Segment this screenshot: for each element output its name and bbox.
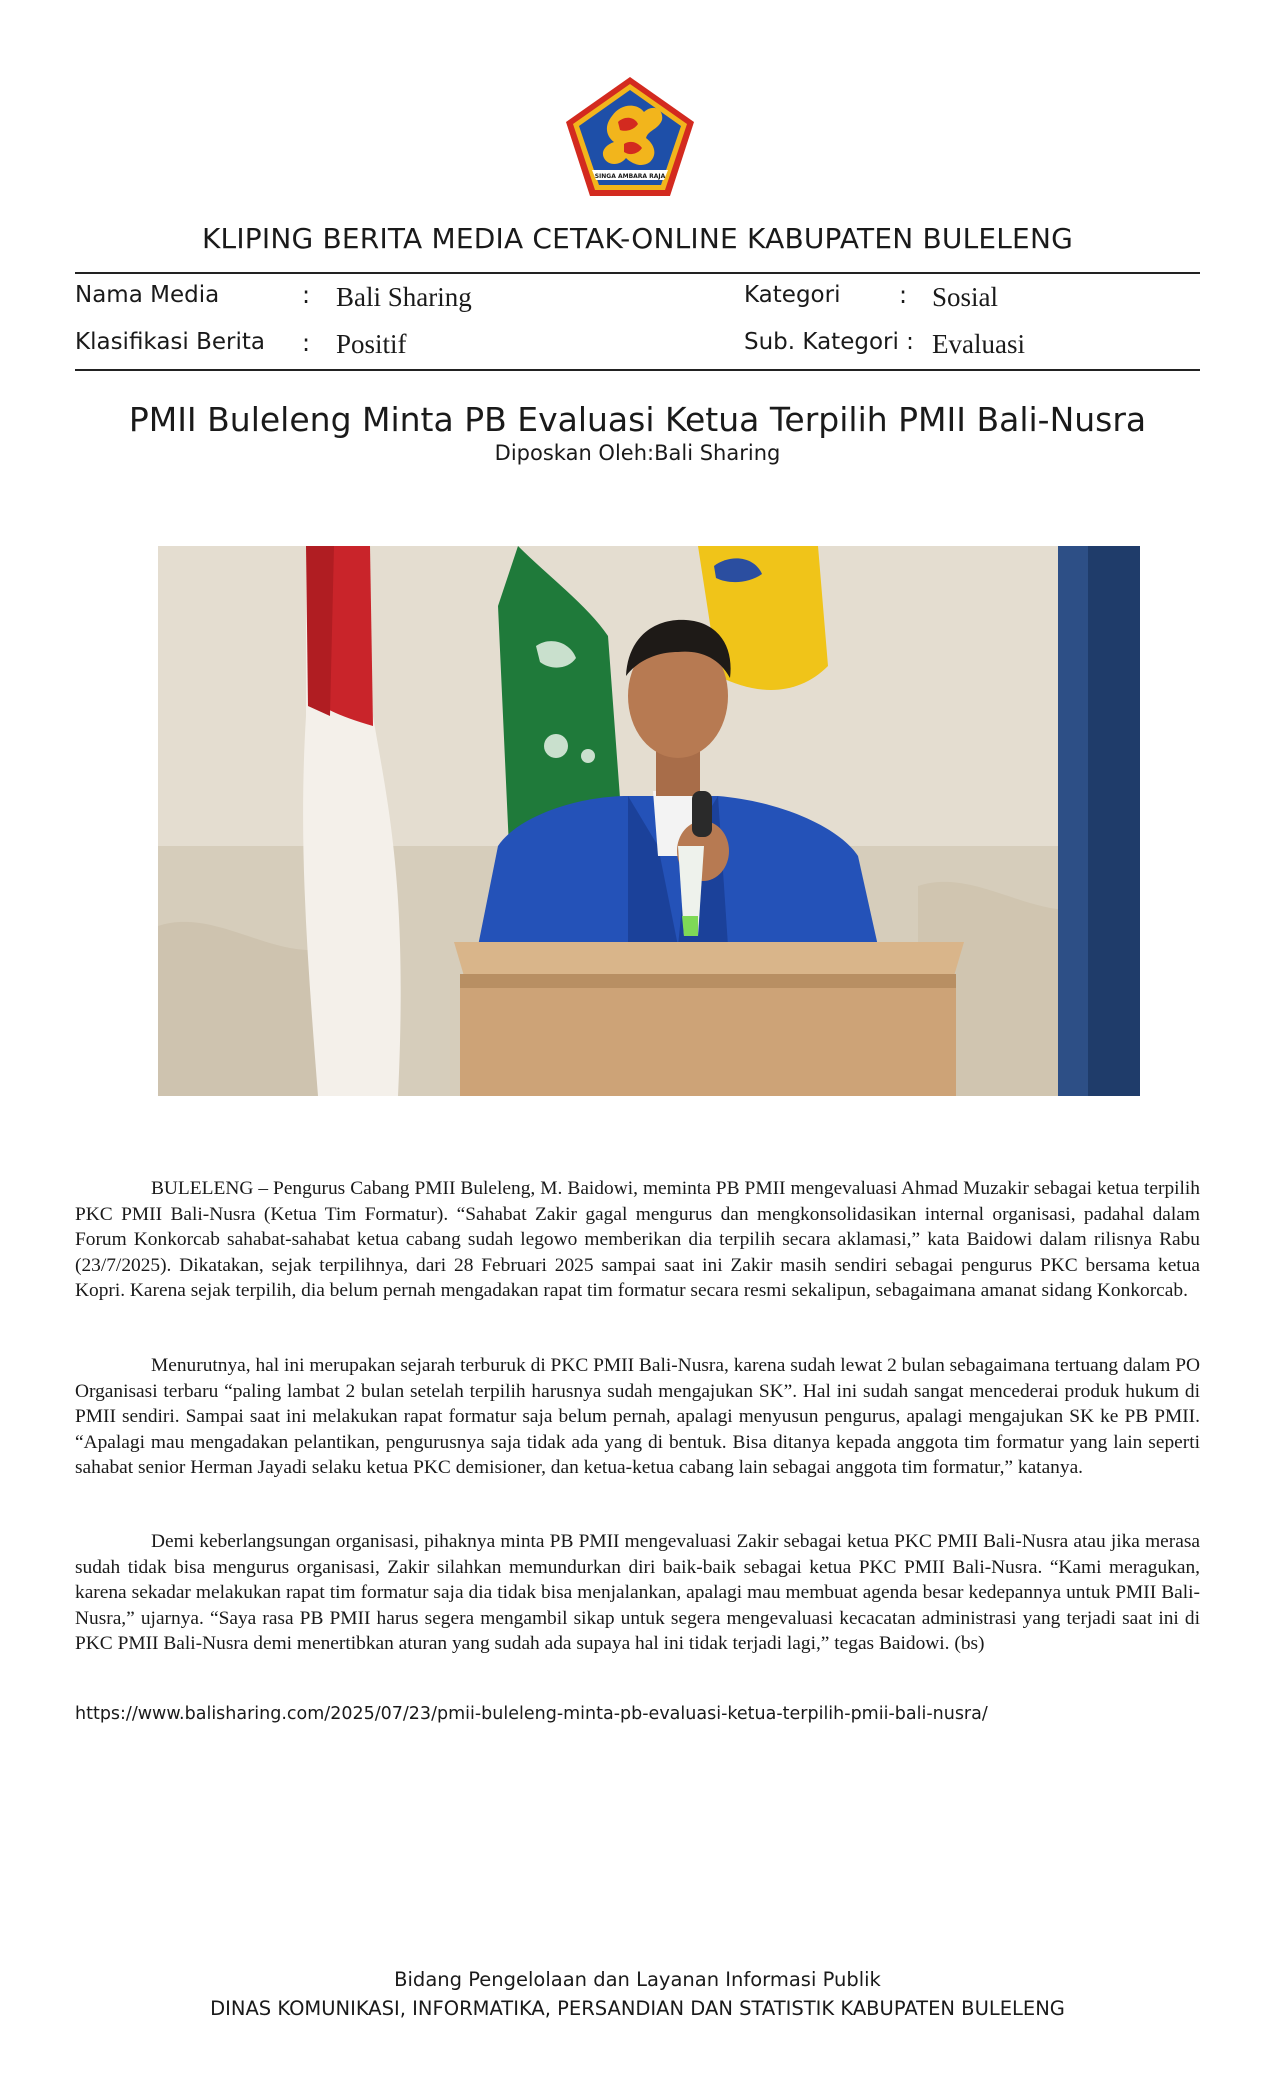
paragraph-1-text: BULELENG – Pengurus Cabang PMII Buleleng, M. Baidowi, meminta PB PMII mengevaluasi Ahmad Muzakir sebagai ketua terpilih PKC PMII Bali-Nusra (Ketua Tim Formatur). “Sahabat Zakir gagal mengurus dan mengkonsolidasikan internal organisasi, padahal dalam Forum Konkorcab sahabat-sahabat ketua cabang sudah legowo memberikan dia terpilih secara aklamasi,” kata Baidowi dalam rilisnya Rabu (23/7/2025). Dikatakan, sejak terpilihnya, dari 28 Februari 2025 sampai saat ini Zakir masih sendiri sebagai pengurus PKC bersama ketua Kopri. Karena sejak terpilih, dia belum pernah mengadakan rapat tim formatur secara resmi sekalipun, sebagaimana amanat sidang Konkorcab. xyxy=(75,1178,1200,1301)
footer-department: Bidang Pengelolaan dan Layanan Informasi Publik xyxy=(394,1968,881,1991)
nama-media-label: Nama Media xyxy=(75,282,220,308)
kategori-label: Kategori xyxy=(744,282,841,308)
nama-media-value: Bali Sharing xyxy=(336,282,472,312)
article-paragraph-2 xyxy=(75,1353,1200,1481)
kategori-colon: : xyxy=(899,281,908,309)
footer-agency: DINAS KOMUNIKASI, INFORMATIKA, PERSANDIAN DAN STATISTIK KABUPATEN BULELENG xyxy=(210,1997,1065,2020)
header-bottom-divider xyxy=(75,369,1200,371)
header-top-divider xyxy=(75,272,1200,274)
document-header-title: KLIPING BERITA MEDIA CETAK-ONLINE KABUPATEN BULELENG xyxy=(201,222,1073,255)
article-paragraph-1 xyxy=(75,1176,1200,1304)
sub-kategori-value: Evaluasi xyxy=(932,329,1025,359)
logo-motto-text: SINGA AMBARA RAJA xyxy=(594,173,666,180)
klasifikasi-berita-colon: : xyxy=(302,329,311,357)
article-byline: Diposkan Oleh:Bali Sharing xyxy=(494,441,781,465)
kategori-value: Sosial xyxy=(932,282,999,312)
klasifikasi-berita-value: Positif xyxy=(336,329,407,359)
article-paragraph-3 xyxy=(75,1529,1200,1657)
nama-media-colon: : xyxy=(302,281,311,309)
article-photo xyxy=(158,546,1140,1096)
paragraph-3-text: Demi keberlangsungan organisasi, pihaknya minta PB PMII mengevaluasi Zakir sebagai ketua PKC PMII Bali-Nusra atau jika merasa sudah tidak bisa mengurus organisasi, Zakir silahkan memundurkan diri baik-baik sebagai ketua PKC PMII Bali-Nusra. “Kami meragukan, karena sekadar melakukan rapat tim formatur saja dia tidak bisa menjalankan, apalagi mau membuat agenda besar kedepannya untuk PMII Bali-Nusra,” ujarnya. “Saya rasa PB PMII harus segera mengambil sikap untuk segera mengevaluasi kecacatan administrasi yang terjadi saat ini di PKC PMII Bali-Nusra demi menertibkan aturan yang sudah ada supaya hal ini tidak terjadi lagi,” tegas Baidowi. (bs) xyxy=(75,1531,1200,1654)
klasifikasi-berita-label: Klasifikasi Berita xyxy=(75,329,266,355)
sub-kategori-label: Sub. Kategori : xyxy=(744,329,914,355)
paragraph-2-text: Menurutnya, hal ini merupakan sejarah terburuk di PKC PMII Bali-Nusra, karena sudah lewat 2 bulan sebagaimana tertuang dalam PO Organisasi terbaru “paling lambat 2 bulan setelah terpilih harusnya sudah mengajukan SK”. Hal ini sudah sangat mencederai produk hukum di PMII sendiri. Sampai saat ini melakukan rapat formatur saja belum pernah, apalagi menyusun pengurus, apalagi mengajukan SK ke PB PMII. “Apalagi mau mengadakan pelantikan, pengurusnya saja tidak ada yang di bentuk. Bisa ditanya kepada anggota tim formatur yang lain seperti sahabat senior Herman Jayadi selaku ketua PKC demisioner, dan ketua-ketua cabang lain sebagai anggota tim formatur,” katanya. xyxy=(75,1355,1200,1478)
kabupaten-buleleng-logo xyxy=(562,74,698,200)
article-source-url: https://www.balisharing.com/2025/07/23/pmii-buleleng-minta-pb-evaluasi-ketua-terpilih-pmii-bali-nusra/ xyxy=(75,1704,988,1724)
article-title: PMII Buleleng Minta PB Evaluasi Ketua Terpilih PMII Bali-Nusra xyxy=(128,400,1147,439)
